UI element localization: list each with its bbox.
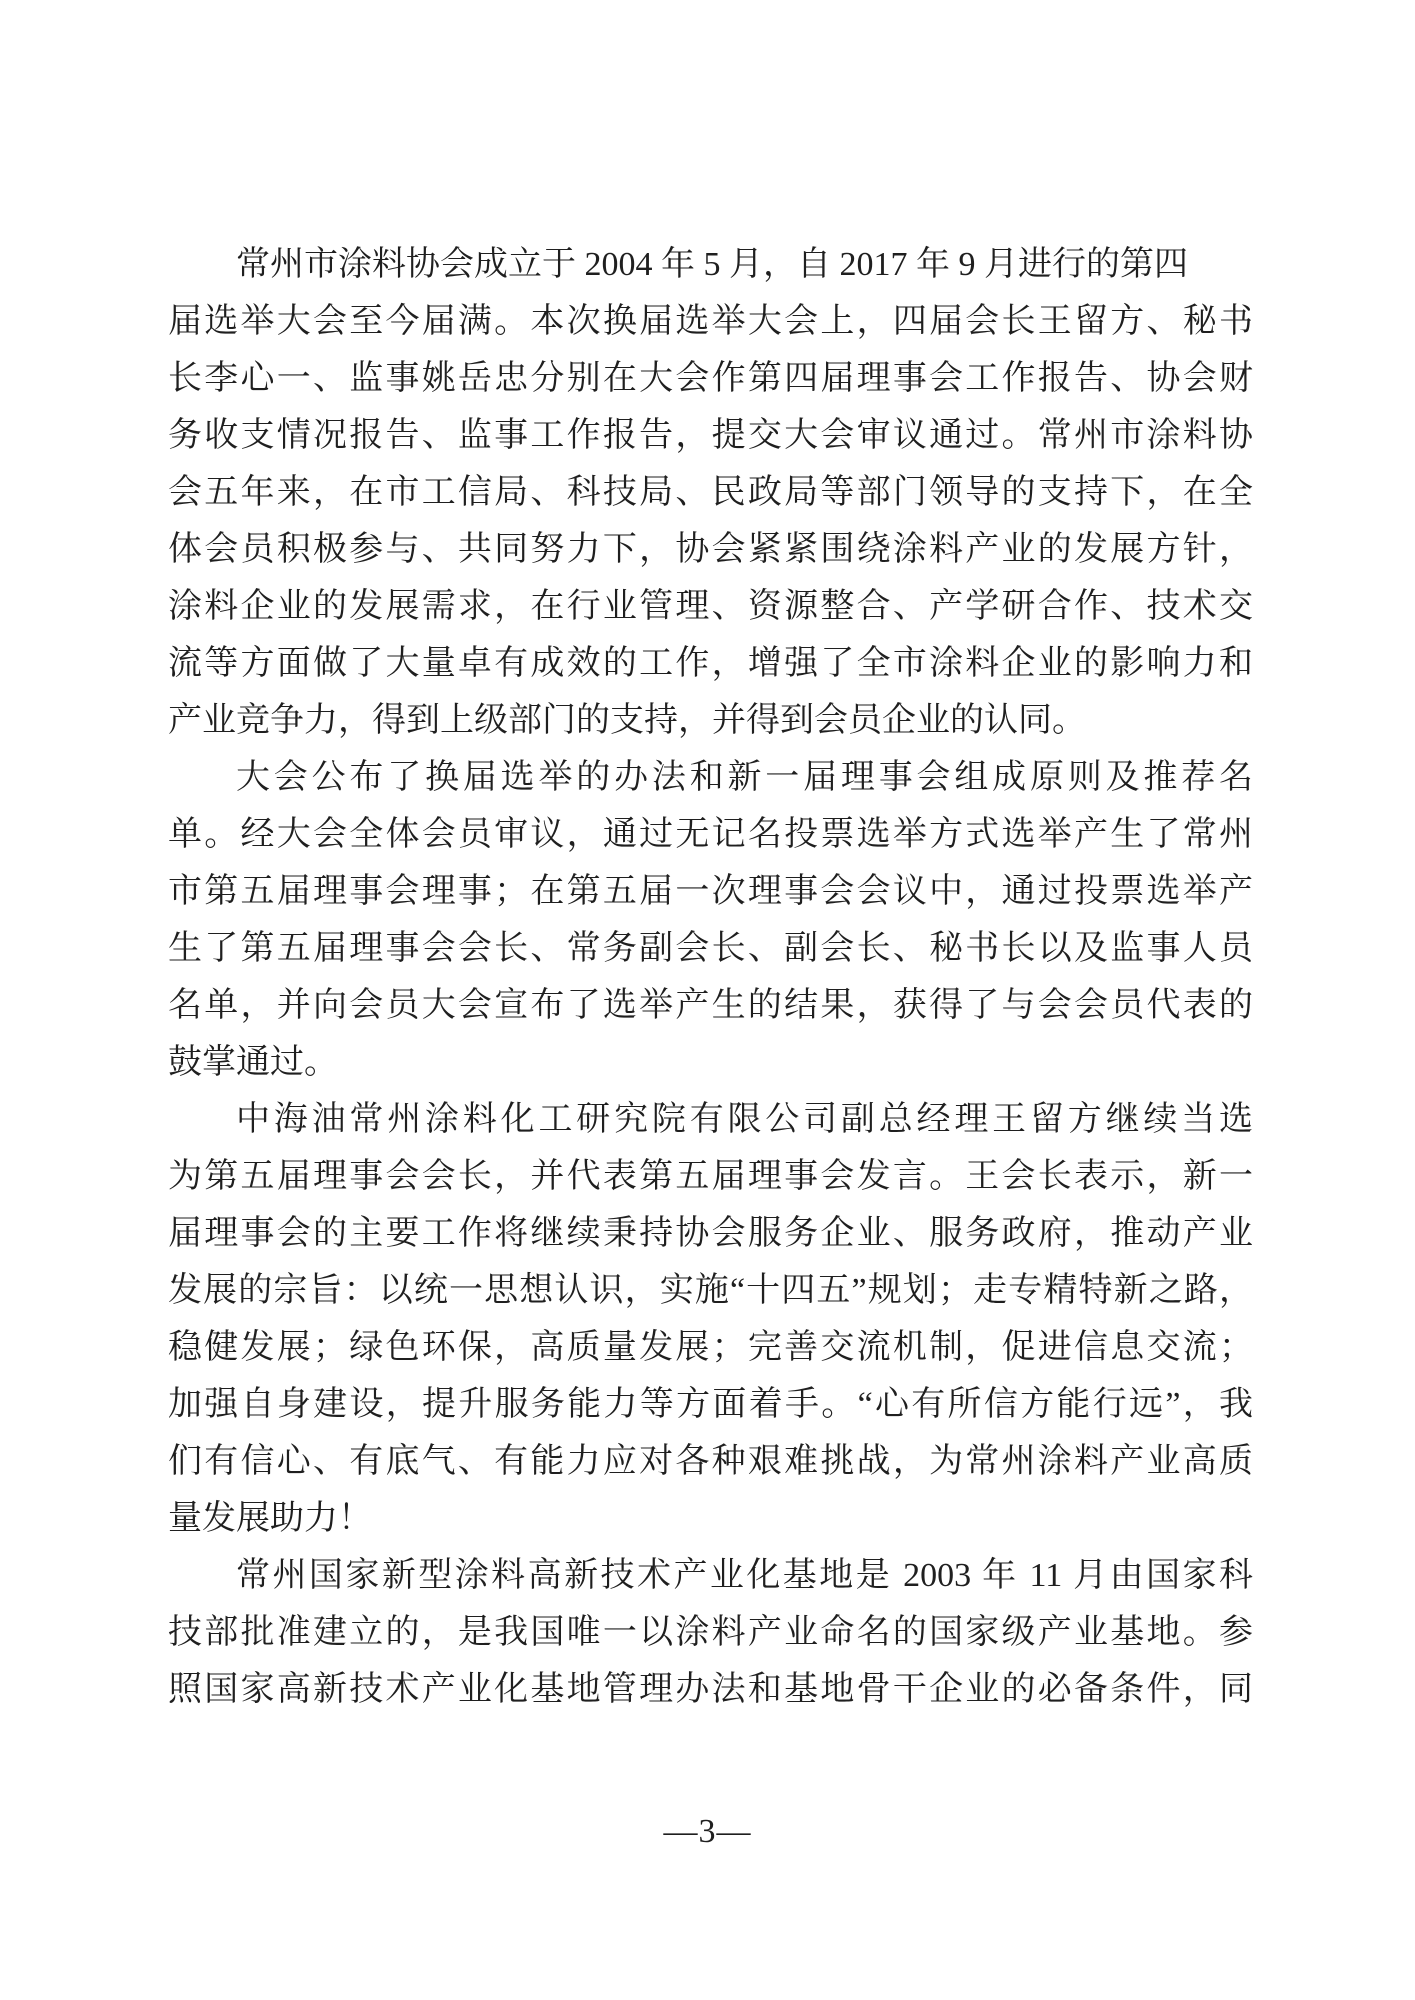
text-line: 单。经大会全体会员审议，通过无记名投票选举方式选举产生了常州 xyxy=(168,816,1253,853)
text-line: 市第五届理事会理事；在第五届一次理事会会议中，通过投票选举产 xyxy=(168,873,1253,910)
text-line: 名单，并向会员大会宣布了选举产生的结果，获得了与会会员代表的 xyxy=(168,987,1253,1024)
text-line: 会五年来，在市工信局、科技局、民政局等部门领导的支持下，在全 xyxy=(168,474,1253,511)
text-line: 鼓掌通过。 xyxy=(168,1044,338,1081)
text-line: 技部批准建立的，是我国唯一以涂料产业命名的国家级产业基地。参 xyxy=(168,1614,1253,1651)
text-line: 量发展助力！ xyxy=(168,1500,372,1537)
text-line: 大会公布了换届选举的办法和新一届理事会组成原则及推荐名 xyxy=(236,759,1253,796)
text-line: 为第五届理事会会长，并代表第五届理事会发言。王会长表示，新一 xyxy=(168,1158,1253,1195)
page-number: —3— xyxy=(663,1813,752,1850)
text-line: 长李心一、监事姚岳忠分别在大会作第四届理事会工作报告、协会财 xyxy=(168,360,1253,397)
text-line: 发展的宗旨：以统一思想认识，实施“十四五”规划；走专精特新之路， xyxy=(168,1272,1253,1309)
text-line: 常州市涂料协会成立于 2004 年 5 月，自 2017 年 9 月进行的第四 xyxy=(236,246,1188,283)
text-line: 涂料企业的发展需求，在行业管理、资源整合、产学研合作、技术交 xyxy=(168,588,1253,625)
text-line: 们有信心、有底气、有能力应对各种艰难挑战，为常州涂料产业高质 xyxy=(168,1443,1253,1480)
text-line: 届理事会的主要工作将继续秉持协会服务企业、服务政府，推动产业 xyxy=(168,1215,1253,1252)
text-line: 稳健发展；绿色环保，高质量发展；完善交流机制，促进信息交流； xyxy=(168,1329,1253,1366)
text-line: 届选举大会至今届满。本次换届选举大会上，四届会长王留方、秘书 xyxy=(168,303,1253,340)
text-line: 体会员积极参与、共同努力下，协会紧紧围绕涂料产业的发展方针， xyxy=(168,531,1253,568)
text-line: 生了第五届理事会会长、常务副会长、副会长、秘书长以及监事人员 xyxy=(168,930,1253,967)
text-line: 加强自身建设，提升服务能力等方面着手。“心有所信方能行远”，我 xyxy=(168,1386,1253,1423)
text-line: 产业竞争力，得到上级部门的支持，并得到会员企业的认同。 xyxy=(168,702,1086,739)
text-line: 照国家高新技术产业化基地管理办法和基地骨干企业的必备条件，同 xyxy=(168,1671,1253,1708)
text-line: 流等方面做了大量卓有成效的工作，增强了全市涂料企业的影响力和 xyxy=(168,645,1253,682)
text-line: 中海油常州涂料化工研究院有限公司副总经理王留方继续当选 xyxy=(236,1101,1253,1138)
text-line: 常州国家新型涂料高新技术产业化基地是 2003 年 11 月由国家科 xyxy=(236,1557,1253,1594)
document-body xyxy=(168,236,1253,1718)
text-line: 务收支情况报告、监事工作报告，提交大会审议通过。常州市涂料协 xyxy=(168,417,1253,454)
